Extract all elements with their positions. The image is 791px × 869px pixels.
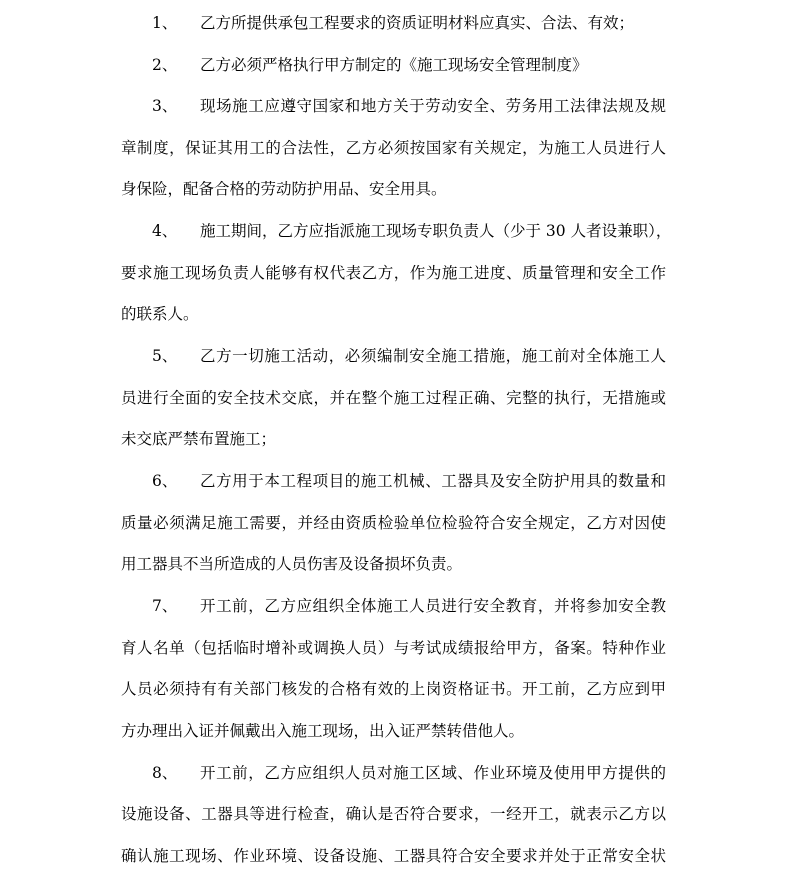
clause-line: 乙方必须严格执行甲方制定的《施工现场安全管理制度》 — [200, 56, 588, 74]
clause-line: 质量必须满足施工需要，并经由资质检验单位检验符合安全规定，乙方对因使 — [121, 514, 666, 532]
clause-number: 7、 — [152, 597, 178, 615]
clause-line: 乙方用于本工程项目的施工机械、工器具及安全防护用具的数量和 — [200, 472, 666, 490]
clause-line: 乙方所提供承包工程要求的资质证明材料应真实、合法、有效； — [200, 14, 635, 32]
clause-line: 用工器具不当所造成的人员伤害及设备损坏负责。 — [121, 555, 463, 573]
clause-number: 6、 — [152, 472, 178, 490]
clause-number: 2、 — [152, 56, 178, 74]
clause-line: 身保险，配备合格的劳动防护用品、安全用具。 — [121, 180, 447, 198]
clause-line: 章制度，保证其用工的合法性，乙方必须按国家有关规定，为施工人员进行人 — [121, 139, 666, 157]
clause-number: 8、 — [152, 764, 178, 782]
clause-line: 开工前，乙方应组织全体施工人员进行安全教育，并将参加安全教 — [200, 597, 666, 615]
clause-number: 4、 — [152, 222, 178, 240]
clause-number: 3、 — [152, 97, 178, 115]
clause-line: 确认施工现场、作业环境、设备设施、工器具符合安全要求并处于正常安全状 — [121, 847, 666, 865]
clause-number: 1、 — [152, 14, 178, 32]
clause-line: 员进行全面的安全技术交底，并在整个施工过程正确、完整的执行，无措施或 — [121, 389, 666, 407]
clause-line: 方办理出入证并佩戴出入施工现场，出入证严禁转借他人。 — [121, 722, 525, 740]
clause-line: 乙方一切施工活动，必须编制安全施工措施，施工前对全体施工人 — [200, 347, 666, 365]
clause-line: 未交底严禁布置施工； — [121, 430, 277, 448]
clause-number: 5、 — [152, 347, 178, 365]
clause-line: 育人名单（包括临时增补或调换人员）与考试成绩报给甲方，备案。特种作业 — [121, 639, 666, 657]
clause-line: 开工前，乙方应组织人员对施工区域、作业环境及使用甲方提供的 — [200, 764, 666, 782]
clause-line: 的联系人。 — [121, 305, 199, 323]
clause-line: 现场施工应遵守国家和地方关于劳动安全、劳务用工法律法规及规 — [200, 97, 666, 115]
clause-line: 人员必须持有有关部门核发的合格有效的上岗资格证书。开工前，乙方应到甲 — [121, 680, 666, 698]
clause-line: 设施设备、工器具等进行检查，确认是否符合要求，一经开工，就表示乙方以 — [121, 805, 666, 823]
clause-line: 施工期间，乙方应指派施工现场专职负责人（少于 30 人者设兼职）， — [200, 222, 672, 240]
clause-line: 要求施工现场负责人能够有权代表乙方，作为施工进度、质量管理和安全工作 — [121, 264, 666, 282]
